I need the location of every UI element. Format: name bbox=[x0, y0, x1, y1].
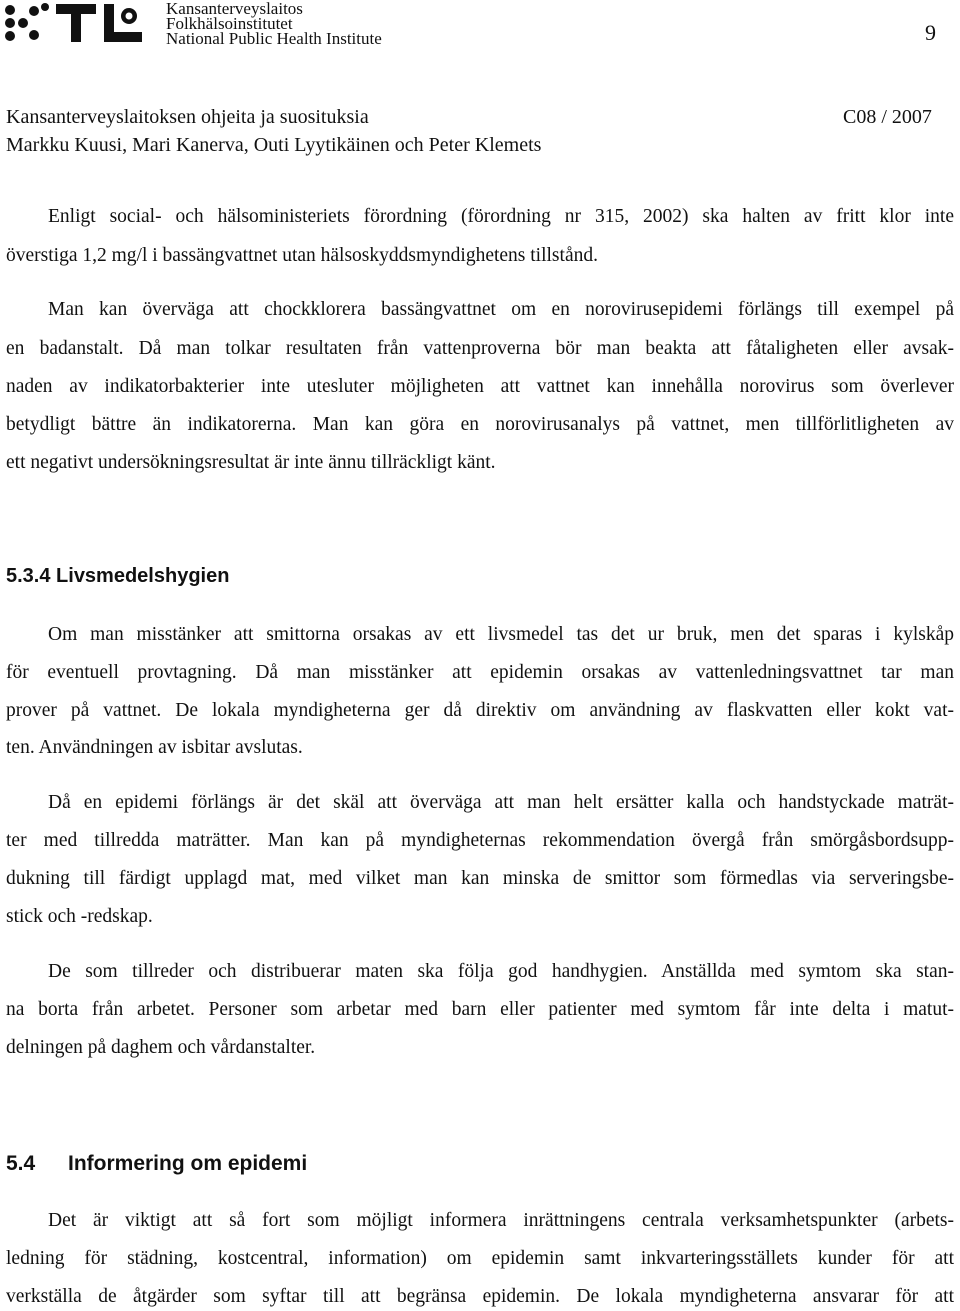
paragraph-line: verkställa de åtgärder som syftar till att begränsa epidemin. De lokala myndigheterna ansvarar för att bbox=[6, 1286, 954, 1307]
paragraph-line: Enligt social- och hälsoministeriets förordning (förordning nr 315, 2002) ska halten av fritt klor inte bbox=[48, 206, 954, 227]
paragraph-line: naden av indikatorbakterier inte utesluter möjligheten att vattnet kan innehålla norovirus som överlever bbox=[6, 376, 954, 397]
page-number: 9 bbox=[925, 20, 936, 45]
paragraph-line: ter med tillredda maträtter. Man kan på myndigheternas rekommendation övergå från smörgåsbordsupp- bbox=[6, 830, 954, 851]
paragraph-line: dukning till färdigt upplagd mat, med vilket man kan minska de smittor som förmedlas via serveringsbe- bbox=[6, 868, 954, 889]
section-number: 5.4 bbox=[6, 1152, 36, 1175]
org-name-sv: Folkhälsoinstitutet bbox=[166, 14, 293, 33]
paragraph-line: Om man misstänker att smittorna orsakas av ett livsmedel tas det ur bruk, men det sparas i kylskåp bbox=[48, 624, 954, 645]
paragraph-line: Man kan överväga att chockklorera bassängvattnet om en norovirusepidemi förlängs till exempel på bbox=[48, 299, 954, 320]
publication-title: Kansanterveyslaitoksen ohjeita ja suosituksia bbox=[6, 106, 369, 128]
paragraph-line: Det är viktigt att så fort som möjligt informera inrättningens centrala verksamhetspunkter (arbets- bbox=[48, 1210, 954, 1231]
paragraph-line: De som tillreder och distribuerar maten ska följa god handhygien. Anställda med symtom ska stan- bbox=[48, 961, 954, 982]
org-name-fi: Kansanterveyslaitos bbox=[166, 0, 303, 18]
paragraph-line: prover på vattnet. De lokala myndigheterna ger då direktiv om användning av flaskvatten eller kokt vat- bbox=[6, 700, 954, 721]
paragraph-line: överstiga 1,2 mg/l i bassängvattnet utan hälsoskyddsmyndighetens tillstånd. bbox=[6, 245, 598, 266]
paragraph-line: en badanstalt. Då man tolkar resultaten från vattenproverna bör man beakta att fåtaligheten eller avsak- bbox=[6, 338, 954, 359]
paragraph-line: ten. Användningen av isbitar avslutas. bbox=[6, 737, 303, 758]
paragraph-line: delningen på daghem och vårdanstalter. bbox=[6, 1037, 316, 1058]
paragraph-line: stick och -redskap. bbox=[6, 906, 153, 927]
paragraph-line: na borta från arbetet. Personer som arbetar med barn eller patienter med symtom får inte delta i matut- bbox=[6, 999, 954, 1020]
publication-code: C08 / 2007 bbox=[843, 106, 932, 128]
ktl-logo bbox=[4, 2, 146, 44]
authors: Markku Kuusi, Mari Kanerva, Outi Lyytikäinen och Peter Klemets bbox=[6, 134, 542, 156]
section-heading: 5.3.4 Livsmedelshygien bbox=[6, 565, 230, 587]
paragraph-line: betydligt bättre än indikatorerna. Man kan göra en norovirusanalys på vattnet, men tillförlitligheten av bbox=[6, 414, 954, 435]
paragraph-line: ledning för städning, kostcentral, information) om epidemin samt inkvarteringsställets kunder för att bbox=[6, 1248, 954, 1269]
paragraph-line: ett negativt undersökningsresultat är inte ännu tillräckligt känt. bbox=[6, 452, 496, 473]
section-heading: Informering om epidemi bbox=[68, 1152, 308, 1175]
org-name-en: National Public Health Institute bbox=[166, 29, 382, 48]
paragraph-line: Då en epidemi förlängs är det skäl att överväga att man helt ersätter kalla och handstyckade maträt- bbox=[48, 792, 954, 813]
paragraph-line: för eventuell provtagning. Då man misstänker att epidemin orsakas av vattenledningsvattnet tar man bbox=[6, 662, 954, 683]
